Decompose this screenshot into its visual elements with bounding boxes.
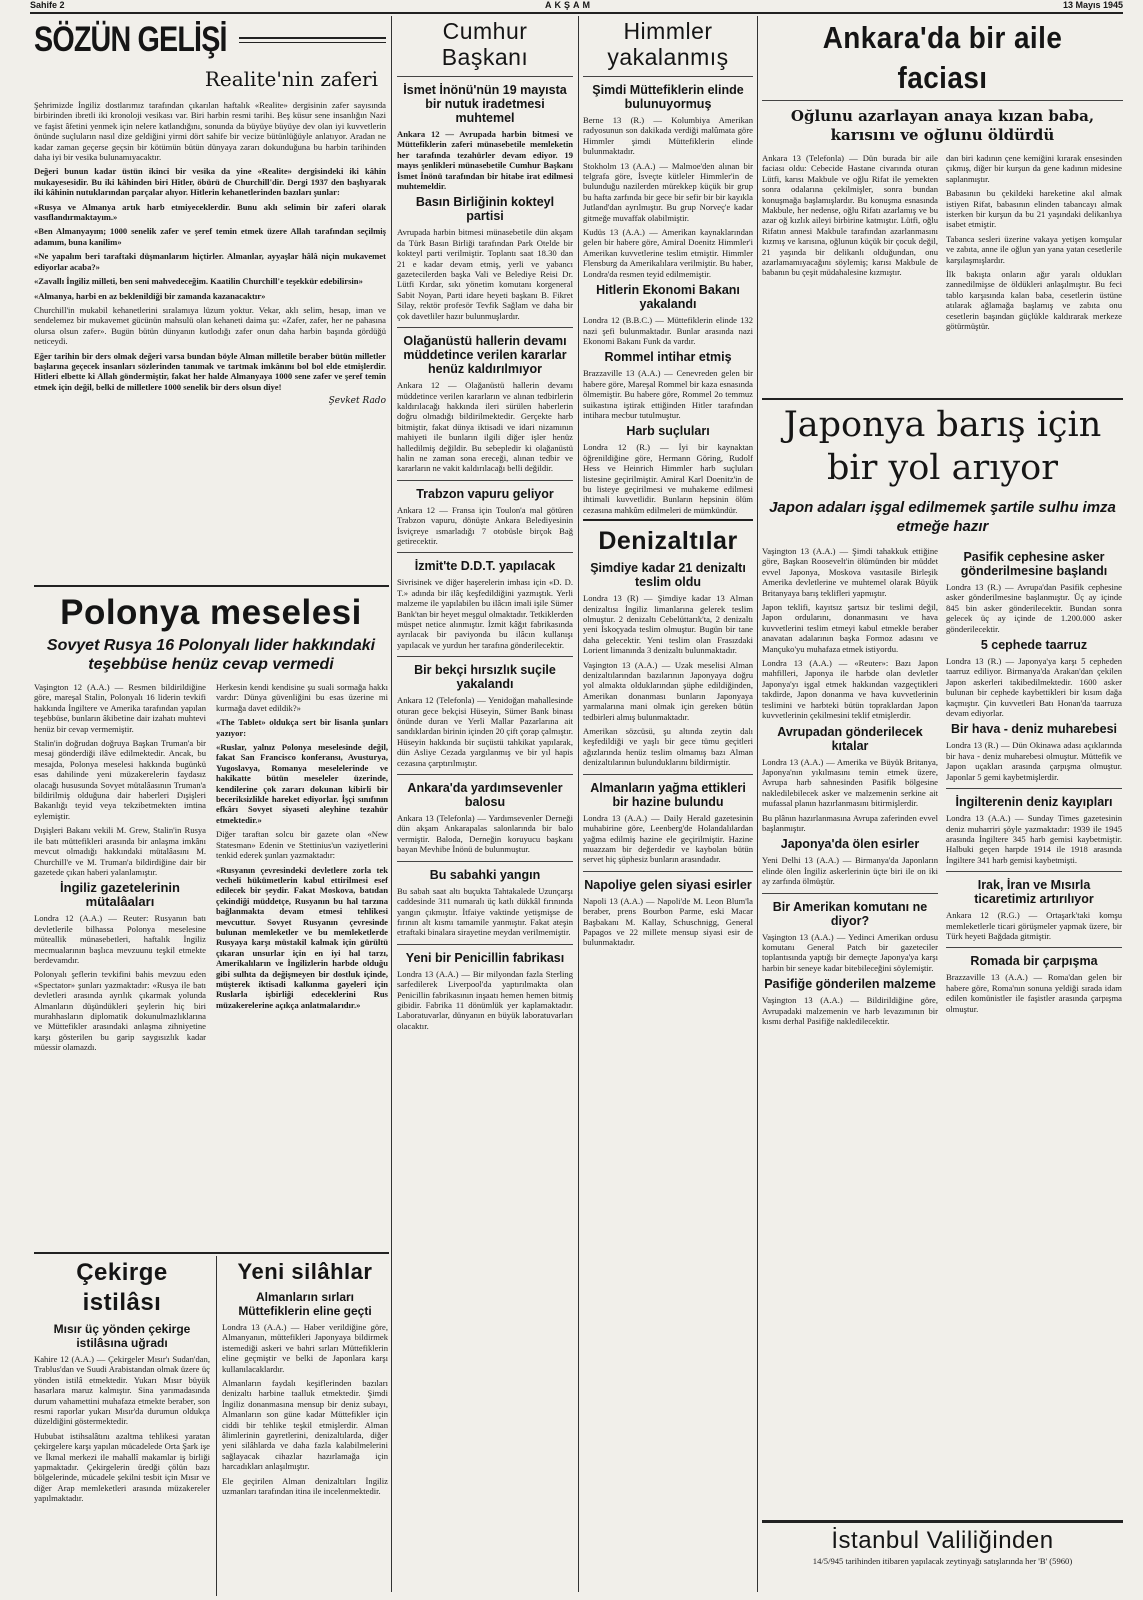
ankara-columns [762, 153, 1123, 336]
ankara-subtitle: Oğlunu azarlayan anaya kızan baba, karısını ve oğlunu öldürdü [790, 107, 1095, 144]
paragraph: Almanların faydalı keşiflerinden bazıları denizaltı harbine taalluk etmektedir. Şimdi İngiliz donanmasına mensup bir deniz subayı, Almanların son güne kadar Müttefikler için ciddi bir tehlike teşkil etmişlerdir. Alman âlimlerinin gayretlerini, denizaltılarda, diğer yeni silâhlarda ve daha fazla kalabilmelerini sağlayacak cihazlar hazırlamağa için harcadıkları anlaşılmıştır. [222, 1378, 388, 1472]
paragraph: Japon teklifi, kayıtsız şartsız bir teslimi değil, Japon ordularını, donanmasını ve hava kuvvetlerini teslim etmeyi kabul etmekle beraber anavatan adalarının başka Formoz adasını ve Mançuko'yu muhafaza etmek istiyordu. [762, 602, 938, 654]
section-heading: Pasifik cephesine asker gönderilmesine başlandı [960, 550, 1108, 578]
cekirge-subtitle: Mısır üç yönden çekirge istilâsına uğradı [53, 1322, 191, 1350]
paper-name: AKŞAM [545, 0, 593, 10]
paragraph: Bu sabah saat altı buçukta Tahtakalede Uzunçarşı caddesinde 311 numaralı üç katlı dükkâl fırınında yangın çıkmıştır. İtfaiye vaktinde yetişmişse de fırının alt kısmı tamamile yanmıştır. Fakat ateşin etraftaki binalara sirayetine meydan verilmemiştir. [397, 885, 573, 938]
japonya-title: Japonya barış için bir yol arıyor [783, 405, 1102, 488]
column-rule [391, 16, 392, 1592]
section-heading: Bu sabahki yangın [429, 867, 541, 882]
silahlar-subtitle: Almanların sırları Müttefiklerin eline geçti [238, 1290, 372, 1318]
paragraph: dan biri kadının çene kemiğini kırarak ensesinden çıkmış, diğer bir kurşun da gene kadının midesine saplanmıştır. [946, 153, 1122, 184]
paragraph: Yeni Delhi 13 (A.A.) — Birmanya'da Japonların elinde ölen İngiliz askerlerinin üçte biri ile on iki ay zarfında ölmüştür. [762, 855, 938, 887]
paragraph: Hububat istihsalâtını azaltma tehlikesi yaratan çekirgelere karşı yapılan mücadelede Orta Şark işe ve İkmal merkezi ile mahallî makamlar iş birliği yapmaktadır. Çekirgelerin üredği çölün bazı bölgelerinde, mücadele şekilni tesbit için Mısır ve diğer Arap memleketleri arasında müzakereler yapılmaktadır. [34, 1430, 210, 1504]
paragraph: Londra 13 (R.) — Dün Okinawa adası açıklarında bir hava - deniz muharebesi olmuştur. Müttefik ve Japon uçakları arasında çarpışma olmuştur. Japonlar 5 gemi kaybetmişlerdir. [946, 740, 1122, 782]
paragraph: Ankara 13 (Telefonla) — Yardımsevenler Derneği dün akşam Ankarapalas salonlarında bir balo vermiştir. Baloda, Derneğin koruyucu başkanı bayan Mevhibe İnönü de bulunmuştur. [397, 813, 573, 855]
paragraph: Vaşington 12 (A.A.) — Resmen bildirildiğine göre, mareşal Stalin, Polonyalı 16 liderin tevkifi hakkında İngiltere ve Amerika tarafından yapılan teşebbüse, bunların âkibetine dair izahatı muhtevi henüz bir cevap vermemiştir. [34, 682, 206, 734]
istanbul-notice [762, 1526, 1123, 1596]
paragraph: Avrupada harbin bitmesi münasebetile dün akşam da Türk Basın Birliği tarafından Park Otelde bir kokteyl parti verilmiştir. Toplantı saat 18.30 dan 21 e kadar devam etmiş, yerli ve yabancı gazetecilerden başka Vali ve Belediye Reisi Dr. Lütfi Kırdar, sıkı yönetim komutanı korgeneral Sabit Noyan, Parti idare heyeti başkanı B. Fikret Silay, rektör profesör Tevfik Sağlam ve daha bir çok davetliler hazır bulunmuşlardır. [397, 227, 573, 321]
paragraph: Ankara 12 (R.G.) — Ortaşark'taki komşu memleketlerle ticari görüşmeler yapmak üzere, bir Türk heyeti Bağdada gitmiştir. [946, 910, 1122, 941]
denizaltilar-title: Denizaltılar [598, 527, 738, 556]
section-heading: İngilterenin deniz kayıpları [955, 795, 1113, 810]
section-rule [762, 398, 1123, 400]
section-rule [583, 519, 753, 521]
column-rule [757, 16, 758, 1592]
paragraph: Diğer taraftan solcu bir gazete olan «New Statesman» Edenin ve Stettinius'un vaziyetlerini tenkid ederek şunları yazmaktadır: [216, 829, 388, 861]
divider [583, 871, 753, 872]
divider [946, 788, 1122, 789]
paragraph: Berne 13 (R.) — Kolumbiya Amerikan radyosunun son dakikada verdiği malûmata göre Himmler şimdi Müttefiklerin elinde bulunmaktadır. [583, 115, 753, 157]
divider [397, 552, 573, 553]
paragraph: Londra 12 (B.B.C.) — Müttefiklerin elinde 132 nazi şefi bulunmaktadır. Bunlar arasında nazi Ekonomi Bakanı Funk da vardır. [583, 315, 753, 346]
paragraph: Tabanca sesleri üzerine vakaya yetişen komşular ve zabıta, anne ile oğlun yan yana yatan cesetlerile karşılaşmışlardır. [946, 233, 1122, 265]
paragraph: Dışişleri Bakanı vekili M. Grew, Stalin'in Rusya ile batı müttefikleri arasında bir anlaşma imkânı mevcut olmadığı hakkındaki mütalâasını M. Churchill'e ve M. Truman'a bildirdiğine dair bir gazetede çıkan haberi yalanlamıştır. [34, 825, 206, 877]
paragraph: Londra 13 (A.A.) — Bir milyondan fazla Sterling sarfedilerek Liverpool'da yaptırılmakta olan Penicillin fabrikasının inşaatı hemen hemen bitmiş gibidir. Fabrika 11 dönümlük yer kaplamaktadır. Laboratuvarlar, dünyanın en büyük laboratuvarları olacaktır. [397, 968, 573, 1031]
ankara-col-1 [762, 153, 938, 336]
section-heading: Napoliye gelen siyasi esirler [584, 877, 752, 892]
paragraph: Churchill'in mukabil kehanetlerini sıralamıya lüzum yoktur. Vekar, aklı selim, hesap, iman ve sendelemez bir mukavemet gücünün mahsulü olan kehaneti daima şu: «Zafer, zafer, her ne pahasına olursa olsun zafer». Bugün bütün dünyanın kutlodığı zafer onun daha harbin başında gördüğü neticeydi. [34, 304, 386, 347]
divider [946, 871, 1122, 872]
paragraph: İlk bakışta onların ağır yaralı oldukları zannedilmişse de öldükleri anlaşılmıştır. Bu feci tablo karşısında kalan baba, cesetlerin üstüne atılarak ağlamağa başlamış ve zabıta onu cesetlerin başından güçlükle kaldırarak merkeze götürmüştür. [946, 269, 1122, 332]
issue-date: 13 Mayıs 1945 [1062, 0, 1123, 10]
divider [762, 893, 938, 894]
section-heading: Trabzon vapuru geliyor [416, 486, 554, 501]
japonya-columns [762, 546, 1123, 1030]
paragraph: Sivrisinek ve diğer haşerelerin imhası için «D. D. T.» adında bir ilâç keşfedildiğini yazmıştık. Yerli malzeme ile yapılabilen bu ilâcın imali işile Sümer Bank'tan bir heyet meşgul olmaktadır. Tetkiklerden müspet netice alınmıştır. İzmit kâğıt fabrikasında ayrılacak bir paviyonda bu ilâcın kullanışı yapılacak ve yurdun her tarafına gönderilecektir. [397, 577, 573, 650]
japonya-subtitle: Japon adaları işgal edilmemek şartile sulhu imza etmeğe hazır [769, 499, 1116, 535]
paragraph: Babasının bu çekildeki hareketine akıl almak istiyen Rifat, babasının elinden tabancayı almak isterken bir kurşun da bu 21 yaşındaki delikanlıya isabet etmiştir. [946, 188, 1122, 230]
title-rule [239, 37, 386, 43]
sozun-subtitle: Realite'nin zaferi [204, 67, 378, 91]
silahlar-article [222, 1258, 388, 1596]
byline: Şevket Rado [328, 396, 386, 407]
paragraph: Amerikan sözcüsü, şu altında zeytin dalı keşfedildiği ve yaşlı bir gece tümu geçitleri ağızlarında henüz teslim olmamış bazı Alman denizaltılarının bulunduklarını bildirmiştir. [583, 726, 753, 768]
paragraph: Herkesin kendi kendisine şu suali sormağa hakkı vardır: Dünya güvenliğini bu esas üzerine mi kurmağa davet edildik?» [216, 682, 388, 713]
himmler-title: Himmler yakalanmış [607, 18, 729, 70]
paragraph: Londra 13 (R) — Şimdiye kadar 13 Alman denizaltısı İngiliz limanlarına gelerek teslim olmuştur. 2 denizaltı Cebelüttarık'ta, 2 denizaltı yeni İskoçyada teslim olmuştur. Bugün bir tane daha gelecektir. Yeni teslim olan Frasızdaki Lorient limanında 3 denizaltı bulunmaktadır. [583, 593, 753, 656]
section-heading: Olağanüstü hallerin devamı müddetince verilen kararlar henüz kaldırılmıyor [403, 334, 567, 377]
himmler-subtitle: Şimdi Müttefiklerin elinde bulunuyormuş [592, 83, 744, 111]
silahlar-title: Yeni silâhlar [237, 1259, 373, 1284]
paragraph: Londra 13 (A.A.) — Daily Herald gazetesinin muhabirine göre, Leenberg'de Holandalılardan yağma edilmiş hazine ele geçirilmiştir. Hazine muazzam bir değerdedir ve kaybolan bütün servet hiç şüphesiz bunların arasındadır. [583, 812, 753, 865]
cumhur-title: Cumhur Başkanı [441, 18, 529, 70]
paragraph: Vaşington 13 (A.A.) — Şimdi tahakkuk ettiğine göre, Başkan Roosevelt'in ölümünden bir müddet evvel Japonya, Moskova vasıtasile Birleşik Amerika devletlerine ve muhtemel olarak Büyük Britanyaya barış teklifleri yapmıştır. [762, 546, 938, 598]
paragraph: Ankara 12 (Telefonla) — Yenidoğan mahallesinde oturan gece bekçisi Hüseyin, Sümer Bank binası önünde duran ve Yerli Mallar Pazarlarına ait sandıklardan birinin içinden 20 çift çorap çalmıştır. Hüseyin hakkında bir suçüstü tahkikat yapılarak, dün Asliye Cezada yargılanmış ve bir yıl hapis cezasına çarptırılmıştır. [397, 695, 573, 768]
section-heading: Japonya'da ölen esirler [780, 837, 920, 852]
japonya-col-1 [762, 546, 938, 1030]
ankara-col-2 [946, 153, 1122, 336]
divider [946, 947, 1122, 948]
divider [583, 774, 753, 775]
paragraph: Londra 12 (A.A.) — Reuter: Rusyanın batı devletlerile bilhassa Polonya meselesine müteallik münasebetleri, haftalık İngiliz mecmualarının başlıca mevzuunu teşkil etmekte berdevamdır. [34, 913, 206, 965]
paragraph: Bu plânın hazırlanmasına Avrupa zaferinden evvel başlanmıştır. [762, 812, 938, 833]
section-heading: İngiliz gazetelerinin mütalâaları [60, 880, 180, 910]
section-heading: Basın Birliğinin kokteyl partisi [415, 195, 555, 224]
paragraph: Ankara 12 — Olağanüstü hallerin devamı müddetince verilen kararların ve alınan tedbirlerin kaldırılacağı hakkında ileri sürülen haberlerin doğru olmadığı bildirilmektedir. Gerçekte harb bitmiştir, fakat dünya iktisadi ve idari nizamının mahiyeti ile bunların ilgili diğer işler henüz halledilmiş değildir. Bu sebepledir ki olağanüstü halin ne zaman sona ereceği, alınan tedbir ve kararların ne vakit kaldırılacağı belli değildir. [397, 380, 573, 474]
paragraph: Vaşington 13 (A.A.) — Yedinci Amerikan ordusu komutanı General Patch bir gazeteciler toplantısında yaptığı bir demeçte Japonya'ya karşı harbin bir seneye kadar bitebileceğini söylemiştir. [762, 931, 938, 973]
himmler-column [583, 18, 753, 1596]
divider [397, 774, 573, 775]
section-heading: Hitlerin Ekonomi Bakanı yakalandı [596, 283, 740, 312]
paragraph: Değeri bunun kadar üstün ikinci bir vesika da yine «Realite» dergisindeki iki kâhin mukayesesidir. Bu iki kâhinden biri Hitler, öbürü de Churchill'dir. Dergi 1937 den başlıyarak iki kâhinin nutuklarından parçalar alıyor. Hitlerin kehanetlerinden bazıları şunlar: [34, 166, 386, 198]
paragraph: Ankara 12 — Fransa için Toulon'a mal götüren Trabzon vapuru, dönüşte Ankara Belediyesinin İsviçreye ısmarladığı 7 otobüsle birçok Bağ getirecektir. [397, 504, 573, 546]
cekirge-article [34, 1258, 210, 1596]
quote: «Rusya ve Almanya artık harb etmiyeceklerdir. Bunu aklı selimin bir zaferi olarak vasıflandırmaktayım.» [34, 201, 386, 223]
paragraph: Napoli 13 (A.A.) — Napoli'de M. Leon Blum'la beraber, prens Bourbon Parme, eski Macar Başbakanı M. Kallay, Schuschnigg, General Papagos ve 22 millete mensup siyasi esir de bulunmaktadır. [583, 895, 753, 948]
divider [397, 327, 573, 328]
paragraph: Ankara 13 (Telefonla) — Dün burada bir aile faciası oldu: Cebecide Hastane civarında oturan Lütfi, karısı Makbule ve oğlu Rifat ile yemekten sonra odalarına çekilmişler, sonra bundan konuşmağa başlamışlardır. Bu konuşma esnasında Makbule, her nedense, oğlu Rifatı azarlamış ve bu azar oğ kızlık aileyi birbirine katmıştır. Lütfi, oğlu Rifatın annesi Makbule tarafından azarlanmasını kızmış ve karısına, oğlunun küçük bir çocuk değil, 21 yaşında bir delikanlı olduğundan, onu azarlamamıyacağını söylemiş; karısı Makbule de babanın bu çeşit müdahalesine kızmıştır. [762, 153, 938, 278]
paragraph: Eğer tarihin bir ders olmak değeri varsa bundan böyle Alman milletile beraber bütün milletler başlarına geçecek insanları sözlerinden tanımak ve tartmak imkânını bol bol elde etmişlerdir. Hitleri elbette ki Allah göndermiştir, fakat her halde Almanyaya 1000 sene zafer ve şeref temin etmek için değil, belki de milletlere 1000 senelik bir ders olsun diye! [34, 350, 386, 392]
sozun-body [34, 100, 386, 406]
paragraph: Londra 12 (R.) — İyi bir kaynaktan öğrenildiğine göre, Hermann Göring, Rudolf Hess ve Heinrich Himmler harb suçluları listesine geçirilmiştir. Amiral Karl Doenitz'in de bu listeye geçirilmesi ve muhakeme edilmesi ihtimali kuvvetlidir. Bunların hepsinin ölüm cezasına mahkûm edilmeleri de mümkündür. [583, 442, 753, 515]
paragraph: Brazzaville 13 (A.A.) — Roma'dan gelen bir habere göre, Roma'nın sonuna yeldiği sırada idam edilen komünistler ile faşistler arasında çarpışma olmuştur. [946, 972, 1122, 1014]
polonya-columns [34, 682, 388, 1057]
sozun-gelisi-column [34, 20, 386, 584]
section-heading: Almanların yağma ettikleri bir hazine bulundu [590, 780, 746, 809]
quote: «Almanya, harbi en az beklenildiği bir zamanda kazanacaktır» [34, 290, 266, 301]
section-rule [34, 585, 389, 587]
sozun-header [34, 20, 386, 60]
paragraph: Stokholm 13 (A.A.) — Malmoe'den alınan bir telgrafa göre, İsveçte kütleler Himmler'in de bulunduğu nazilerden mürekkep küçük bir grup bu hafta zarfında bir gece bir sefir bir bir kayıkla Jutland'dan ayrılmıştır. Bu grup Norveç'e kadar gitmeğe muvaffak olabilmiştir. [583, 160, 753, 223]
paragraph: Stalin'in doğrudan doğruya Başkan Truman'a bir mesaj gönderdiği ilâve edilmektedir. Ancak, bu mesajda, Polonya meselesi hakkında bugünkü esas dahilinde yeni müzakerelerin faydasız olacağı hususunda Sovyet mütalâasının Truman'a bildirilmiş olduğuna dair haberleri Dışişleri Bakanlığı teyid veya tekzibetmekten imtina eylemiştir. [34, 738, 206, 821]
section-heading: Rommel intihar etmiş [604, 350, 732, 365]
ankara-title: Ankara'da bir aile faciası [822, 20, 1063, 95]
paragraph: Vaşington 13 (A.A.) — Bildirildiğine göre, Avrupadaki malzemenin ve harb levazımının bir kısmı derhal Pasifiğe nakledilecektir. [762, 995, 938, 1026]
paragraph: Kahire 12 (A.A.) — Çekirgeler Mısır'ı Sudan'dan, Trablus'dan ve Suudi Arabistandan olmak üzere üç yönden istilâ etmektedir. Yukarı Mısır büyük hasarlara maruz kalmıştır. Sina yarımadasında durum vahamettini muhafaza etmekte beraber, son resmi raporlar yukarı Mısır'da durumun oldukça düzeldiğini göstermektedir. [34, 1354, 210, 1427]
polonya-title: Polonya meselesi [60, 593, 362, 632]
quote: «Ben Almanyayım; 1000 senelik zafer ve şeref temin etmek üzere Allah tarafından seçilmiş adamım, buna kanilim» [34, 226, 386, 247]
divider [397, 656, 573, 657]
polonya-col-2 [216, 682, 388, 1057]
paragraph: Brazzaville 13 (A.A.) — Cenevreden gelen bir habere göre, Mareşal Rommel bir kaza esnasında ölmemiştir. Bu habere göre, Rommel 2o temmuz suikastına iştirak ettiğinden Hitler tarafından intihara mecbur tutulmuştur. [583, 368, 753, 420]
ankara-article [762, 18, 1123, 396]
masthead-bar [30, 0, 1123, 14]
section-heading: Romada bir çarpışma [970, 954, 1098, 969]
paragraph: Şehrimizde İngiliz dostlarımız tarafından çıkarılan haftalık «Realite» dergisinin zafer sayısında birbirinden ibretli iki kronoloji vesikası var. Biri harbin resmi tarihi. Beş küsur sene insanlığın Nazi ve faşist âfetini yenmek için nelere katlandığını, sonunda da büyüye büyüye dev olan iyi kuvvetlerin önünde suçluların nasıl dize geldiğini yirmi dört sahife bir vecize bütünlüğüyle anlatıyor. Aradan ne kadar zaman geçerse geçsin bir kötümün bütün dünyaya zararı dokunduğuna bu harbin tarihinden daha iyi bir vesika bulunamıyacaktır. [34, 100, 386, 163]
section-heading: Bir hava - deniz muharebesi [950, 722, 1118, 737]
paragraph: Kudüs 13 (A.A.) — Amerikan kaynaklarından gelen bir habere göre, Amiral Doenitz Himmler'i Amerikan kuvvetlerine teslim etmiştir. Himmler Flensburg da Amerikalılara verilmiştir. Bu haber, Londra'da resmen teyid edilmemiştir. [583, 227, 753, 279]
paragraph: Polonyalı şeflerin tevkifini bahis mevzuu eden «Spectator» şunları yazmaktadır: «Rusya ile batı devletleri arasında ayrılık çıkarmak yolunda Almanların düşündükleri şeylerin hiç biri murahhasların diplomatik dokunulmazlıklarına ve Müttefikler arasındaki anlaşma zihniyetine karşı gösterilen bu garip saygısızlık kadar müessir olamazdı. [34, 969, 206, 1053]
paragraph: Londra 13 (A.A.) — Sunday Times gazetesinin deniz muharriri şöyle yazmaktadır: 1939 ile 1945 arasında İngiltere 345 harb gemisi kaybetmiştir. Halbuki geçen harpde 1914 ile 1918 arasında İngiltere 341 harb gemisi kaybetmişti. [946, 813, 1122, 865]
quote: «Ne yapalım beri taraftaki düşmanlarım hiçtirler. Almanlar, ayyaşlar hâlâ niçin mukavemet ediyorlar acaba?» [34, 251, 386, 272]
section-rule [34, 1252, 389, 1254]
section-heading: İzmit'te D.D.T. yapılacak [414, 559, 556, 574]
sozun-title: SÖZÜN GELİŞİ [34, 20, 227, 59]
column-rule [216, 1256, 217, 1596]
paragraph: Londra 13 (R.) — Japonya'ya karşı 5 cepheden taarruz ediliyor. Birmanya'da Arakan'dan çekilen Japon askerleri takibedilmektedir. 1600 asker bulunan bir cephede kaybettikleri bir kısım dağa kaçmıştır. Çin kuvvetleri Batı Honan'da taarruza devam ediyorlar. [946, 656, 1122, 719]
cumhur-subtitle: İsmet İnönü'nün 19 mayısta bir nutuk iradetmesi muhtemel [403, 83, 567, 125]
istanbul-title: İstanbul Valiliğinden [831, 1527, 1054, 1554]
section-heading: Bir Amerikan komutanı ne diyor? [772, 899, 928, 928]
divider [762, 100, 1123, 101]
cekirge-title: Çekirge istilâsı [76, 1259, 168, 1316]
quote: «Zavallı İngiliz milleti, ben seni mahvedeceğim. Kaatilin Churchill'e teşekkür edebilirsin» [34, 276, 363, 287]
paragraph: Londra 13 (A.A.) — «Reuter»: Bazı Japon mahfilleri, Japonya ile harbde olan devletler Japonya'yı işgal etmek hakkından vazgeçtikleri takdirde, Japon donanma ve hava kuvvetlerinin teslimini ve harbteki bütün topraklardan Japon kuvvetlerinin çekilmesini teklif etmişlerdir. [762, 658, 938, 721]
paragraph: Ele geçirilen Alman denizaltıları İngiliz uzmanları tarafından itina ile incelenmektedir. [222, 1475, 388, 1497]
divider [397, 480, 573, 481]
paragraph: 14/5/945 tarihinden itibaren yapılacak zeytinyağı satışlarında her 'B' (5960) [812, 1556, 1073, 1566]
paragraph: «The Tablet» oldukça sert bir lisanla şunları yazıyor: [216, 717, 388, 738]
polonya-col-1 [34, 682, 206, 1057]
section-heading: Ankara'da yardımsevenler balosu [407, 781, 563, 810]
section-heading: Harb suçluları [626, 424, 710, 439]
section-heading: Irak, İran ve Mısırla ticaretimiz artırılıyor [974, 878, 1094, 907]
divider [583, 76, 753, 77]
section-heading: Avrupadan gönderilecek kıtalar [777, 724, 923, 753]
polonya-article [34, 592, 388, 1242]
section-rule [762, 1520, 1123, 1523]
divider [397, 76, 573, 77]
japonya-col-2 [946, 546, 1122, 1030]
japonya-article [762, 404, 1123, 1516]
paragraph: «Rusyanın çevresindeki devletlere zorla tek vecheli hükümetlerin kabul ettirilmesi esef edilecek bir şeydir. Fakat Moskova, batıdan çekindiği müddetçe, Rusyanın bu hal tarzına bağlanmakta devam etmesi tehlikesi mevcuttur. Sovyet Rusyanın çevresinde bulunan memleketler ve bu memleketlerde Rusyaya karşı müstakil kalmak için gürültü çıkaran unsurlar için en iyi hal tarzı, Amerikalıların ve İngilizlerin harbde olduğu gibi sulhta da değişmeyen bir dostluk içinde, müşterek iktisadi kalkınma gayeleri için Ruslarla işbirliği edeceklerini Rus müzakerelerine açıkça anlatmalarıdır.» [216, 864, 388, 1010]
page-number: Sahife 2 [30, 0, 65, 10]
section-heading: 5 cephede taarruz [980, 638, 1088, 653]
paragraph: Vaşington 13 (A.A.) — Uzak meselisi Alman denizaltılarından bazılarının Japonyaya doğru yol almakta olduklarından şüphe edildiğinden, Amerikan donanması bunların Japonyaya yarmalarına mani olmak için gereken bütün tedbirleri almış bulunmaktadır. [583, 659, 753, 722]
paragraph: Londra 13 (R.) — Avrupa'dan Pasifik cephesine asker gönderilmesine başlanmıştır. Üç ay içinde 845 bin asker gönderilecektir. Bundan sonra gelecek üç ay içinde de 1.200.000 asker gönderilecektir. [946, 582, 1122, 634]
section-heading: Şimdiye kadar 21 denizaltı teslim oldu [590, 561, 746, 590]
section-heading: Pasifiğe gönderilen malzeme [764, 977, 936, 992]
paragraph: Ankara 12 — Avrupada harbin bitmesi ve Müttefiklerin zaferi münasebetile memleketin her tarafında tezahürler devam ediyor. 19 mayıs şenlikleri münasebetile Cumhur Başkanı İsmet İnönü tarafından bir hitabe irat edilmesi muhtemeldir. [397, 129, 573, 192]
section-heading: Yeni bir Penicillin fabrikası [405, 950, 565, 965]
divider [397, 861, 573, 862]
paragraph: «Ruslar, yalnız Polonya meselesinde değil, fakat San Francisco konferansı, Avusturya, Yugoslavya, Romanya meselelerinde ve hakikatte bütün meseleler üzerinde, kendilerine çok zararı dokunan kibirli bir beceriksizlikle hareket ediyorlar. İşçi sınıfının efkârı Sovyet siyaseti aleyhine tezahür etmektedir.» [216, 742, 388, 825]
paragraph: Londra 13 (A.A.) — Amerika ve Büyük Britanya, Japonya'nın yıkılmasını temin etmek üzere, Avrupa harb sahnesinden Pasifik bölgesine nakledilebilecek asker ve malzemenin serkine ait mufassal planın hazırlanmasını bitirmişlerdir. [762, 756, 938, 809]
cumhur-column [397, 18, 573, 1596]
divider [397, 944, 573, 945]
paragraph: Londra 13 (A.A.) — Haber verildiğine göre, Almanyanın, müttefikleri Japonyaya bildirmek istemediği askeri ve bahri sırları Müttefiklerin eline geçmiştir ve belki de Japonlara karşı kullanılacaklardır. [222, 1322, 388, 1374]
column-rule [578, 16, 579, 1592]
polonya-subtitle: Sovyet Rusya 16 Polonyalı lider hakkındaki teşebbüse henüz cevap vermedi [46, 637, 376, 673]
section-heading: Bir bekçi hırsızlık suçile yakalandı [414, 663, 556, 692]
